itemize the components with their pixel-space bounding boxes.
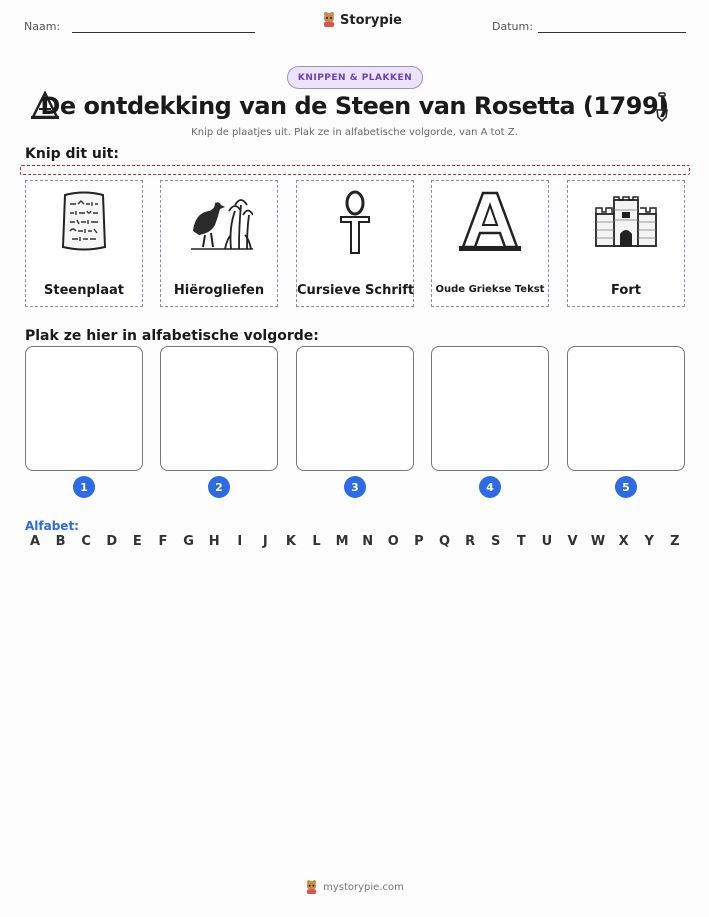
alphabet-label: Alfabet: (25, 519, 79, 533)
footer-link[interactable]: mystorypie.com (323, 882, 404, 893)
alphabet-letter: H (208, 534, 220, 549)
alphabet-letter: S (491, 534, 501, 549)
cut-section-label: Knip dit uit: (25, 146, 119, 162)
activity-badge: KNIPPEN & PLAKKEN (287, 66, 423, 89)
hieroglyph-bird-icon (161, 187, 277, 257)
paste-slot-5[interactable] (567, 346, 685, 471)
alphabet-letter: V (567, 534, 578, 549)
card-label: Hiërogliefen (173, 283, 265, 298)
cut-card-fort[interactable] (567, 180, 685, 307)
fort-icon (568, 187, 684, 257)
card-label: Fort (611, 283, 641, 298)
slot-number: 4 (479, 476, 501, 498)
alphabet-letter: C (81, 534, 91, 549)
cut-card-cursieve-schrift[interactable] (296, 180, 414, 307)
alphabet-letter: R (465, 534, 476, 549)
alphabet-letter: F (158, 534, 168, 549)
paste-slot-2[interactable] (160, 346, 278, 471)
paste-slot-1[interactable] (25, 346, 143, 471)
slot-number: 2 (208, 476, 230, 498)
alphabet-letter: M (335, 534, 349, 549)
alphabet-letter: Y (644, 534, 654, 549)
alphabet-letter: D (106, 534, 118, 549)
alphabet-letter: W (590, 534, 606, 549)
alphabet-letter: K (285, 534, 296, 549)
cut-card-hierogliefen[interactable] (160, 180, 278, 307)
date-line[interactable] (538, 32, 686, 33)
paste-slot-4[interactable] (431, 346, 549, 471)
alphabet-letter: B (55, 534, 66, 549)
cut-line (20, 165, 690, 175)
name-line[interactable] (72, 32, 255, 33)
date-label: Datum: (492, 20, 533, 33)
alphabet-letter: O (387, 534, 399, 549)
brand-name: Storypie (340, 12, 402, 28)
alphabet-letter: Z (670, 534, 680, 549)
alphabet-letter: X (618, 534, 629, 549)
slot-number: 3 (344, 476, 366, 498)
alphabet-letter: G (183, 534, 194, 549)
greek-letter-a-icon (432, 187, 548, 257)
card-label: Cursieve Schrift (297, 283, 415, 298)
alphabet-letter: Q (438, 534, 451, 549)
alphabet-letter: T (516, 534, 526, 549)
alphabet-row (25, 534, 685, 549)
footer (0, 880, 709, 895)
paste-slot-3[interactable] (296, 346, 414, 471)
alphabet-letter: I (237, 534, 243, 549)
instructions: Knip de plaatjes uit. Plak ze in alfabetische volgorde, van A tot Z. (191, 127, 518, 138)
alphabet-letter: J (262, 534, 268, 549)
alphabet-letter: E (132, 534, 142, 549)
storypie-mascot-icon (305, 880, 318, 895)
alphabet-letter: L (312, 534, 321, 549)
slot-number: 5 (615, 476, 637, 498)
alphabet-letter: U (541, 534, 553, 549)
alphabet-letter: P (414, 534, 424, 549)
page-title: De ontdekking van de Steen van Rosetta (1799) (40, 92, 669, 120)
ankh-icon (297, 187, 413, 257)
shovel-icon (654, 92, 670, 126)
cut-card-oude-griekse-tekst[interactable] (431, 180, 549, 307)
stone-tablet-icon (26, 187, 142, 257)
alphabet-letter: N (362, 534, 374, 549)
cut-card-steenplaat[interactable] (25, 180, 143, 307)
alphabet-letter: A (29, 534, 41, 549)
brand-logo (322, 12, 402, 28)
card-label: Oude Griekse Tekst (435, 284, 545, 295)
paste-section-label: Plak ze hier in alfabetische volgorde: (25, 328, 319, 344)
card-label: Steenplaat (44, 283, 124, 298)
storypie-mascot-icon (322, 12, 336, 28)
slot-number: 1 (73, 476, 95, 498)
name-label: Naam: (24, 20, 61, 33)
